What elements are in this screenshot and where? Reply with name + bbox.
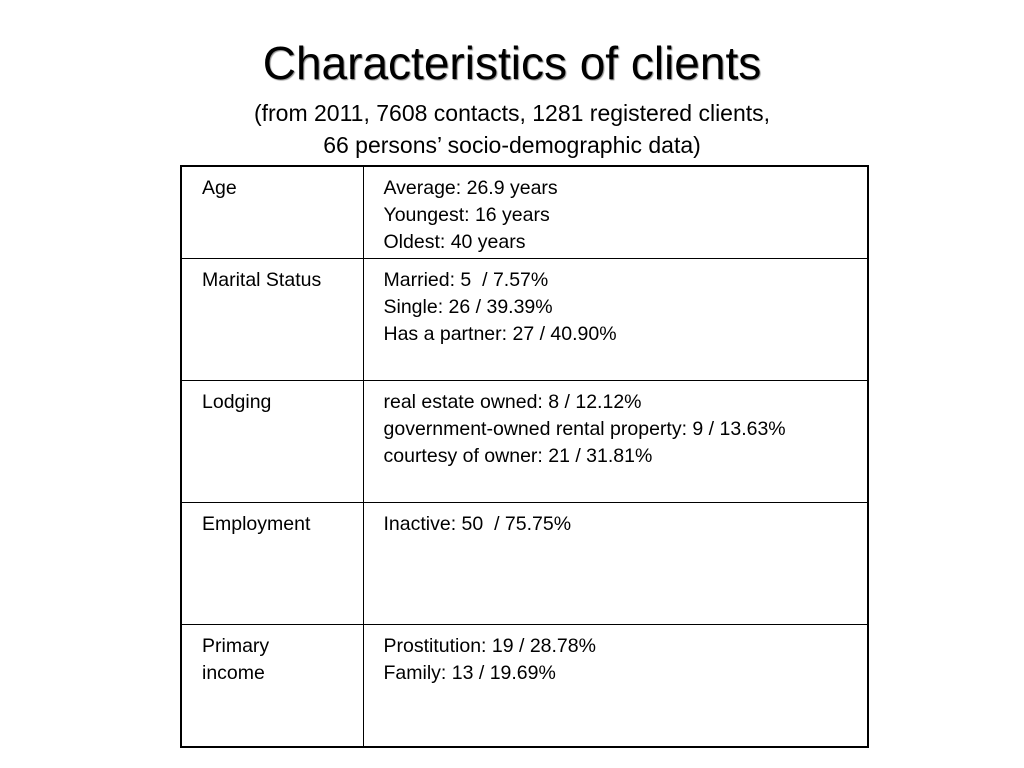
row-label-text: income xyxy=(202,661,265,684)
subtitle-line: 66 persons’ socio-demographic data) xyxy=(323,132,701,158)
subtitle-line: (from 2011, 7608 contacts, 1281 registered clients, xyxy=(253,100,771,126)
row-value: Has a partner: 27 / 40.90% xyxy=(383,322,617,345)
table-row-marital-status xyxy=(181,258,868,380)
table-row-employment xyxy=(181,502,868,624)
row-label-text: Employment xyxy=(202,512,311,535)
row-value: real estate owned: 8 / 12.12% xyxy=(383,390,642,413)
table-row-age xyxy=(181,166,868,258)
row-value: government-owned rental property: 9 / 13.63% xyxy=(383,417,786,440)
row-label xyxy=(181,502,363,624)
characteristics-table xyxy=(180,165,869,748)
row-label-text: Marital Status xyxy=(202,268,322,291)
row-label xyxy=(181,380,363,502)
row-value: Oldest: 40 years xyxy=(383,231,526,253)
row-value: Family: 13 / 19.69% xyxy=(383,661,556,684)
table-row-lodging xyxy=(181,380,868,502)
row-values xyxy=(363,624,868,747)
row-label-text: Age xyxy=(202,177,237,199)
table-row-primary-income xyxy=(181,624,868,747)
row-values xyxy=(363,166,868,258)
row-label-text: Primary xyxy=(202,634,270,657)
row-label xyxy=(181,166,363,258)
row-value: Average: 26.9 years xyxy=(383,177,558,199)
row-value: Inactive: 50 / 75.75% xyxy=(383,512,572,535)
slide-subtitle xyxy=(0,97,1024,161)
row-values xyxy=(363,258,868,380)
row-value: Youngest: 16 years xyxy=(383,204,550,226)
row-value: Married: 5 / 7.57% xyxy=(383,268,549,291)
row-label xyxy=(181,624,363,747)
row-values xyxy=(363,380,868,502)
row-label xyxy=(181,258,363,380)
row-values xyxy=(363,502,868,624)
row-label-text: Lodging xyxy=(202,390,272,413)
slide-title: Characteristics of clients xyxy=(262,37,762,89)
row-value: courtesy of owner: 21 / 31.81% xyxy=(383,444,653,467)
row-value: Single: 26 / 39.39% xyxy=(383,295,553,318)
row-value: Prostitution: 19 / 28.78% xyxy=(383,634,596,657)
